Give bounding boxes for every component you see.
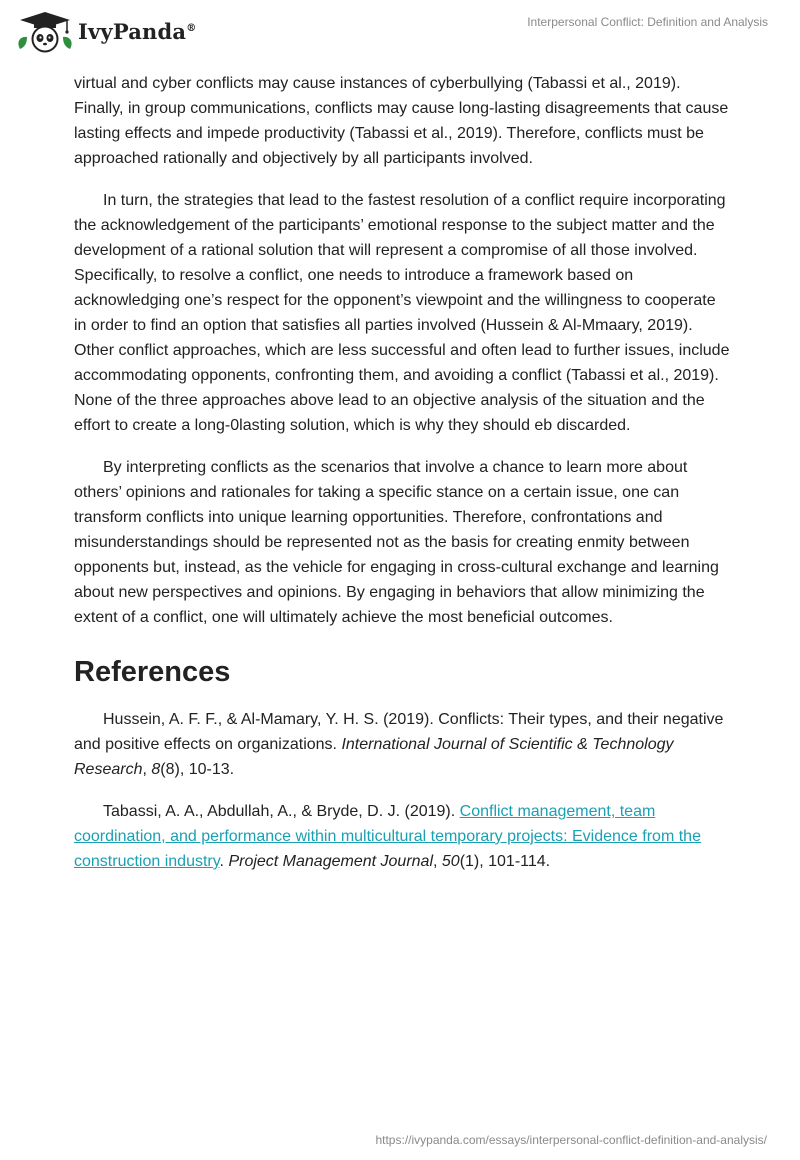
references-heading: References xyxy=(74,656,231,688)
body-paragraph: By interpreting conflicts as the scenarios that involve a chance to learn more about others’ opinions and rationales for taking a specific stance on a certain issue, one can transform conflicts into unique learning opportunities. Therefore, confrontations and misunderstandings should be represented not as the basis for creating enmity between opponents but, instead, as the vehicle for engaging in cross-cultural exchange and learning about new perspectives and opinions. By engaging in behaviors that allow minimizing the extent of a conflict, one will ultimately achieve the most beneficial outcomes. xyxy=(74,459,719,626)
reference-entry: Hussein, A. F. F., & Al-Mamary, Y. H. S. (2019). Conflicts: Their types, and their negative and positive effects on organizations. International Journal of Scientific & Technology Research, 8(8), 10-13. xyxy=(74,711,724,778)
page-header xyxy=(0,0,800,70)
essay-content xyxy=(74,71,730,891)
body-paragraph: In turn, the strategies that lead to the fastest resolution of a conflict require incorporating the acknowledgement of the participants’ emotional response to the subject matter and the development of a rational solution that will represent a compromise of all those involved. Specifically, to resolve a conflict, one needs to introduce a framework based on acknowledging one’s respect for the opponent’s viewpoint and the willingness to cooperate in order to find an option that satisfies all parties involved (Hussein & Al-Mmaary, 2019). Other conflict approaches, which are less successful and often lead to further issues, include accommodating opponents, confronting them, and avoiding a conflict (Tabassi et al., 2019). None of the three approaches above lead to an objective analysis of the situation and the effort to create a long-0lasting solution, which is why they should eb discarded. xyxy=(74,192,730,434)
reference-authors: Hussein, A. F. F., & Al-Mamary, Y. H. S. (2019). Conflicts: Their types, and their negative and positive effects on organizations. xyxy=(74,711,724,753)
reference-journal: Project Management Journal xyxy=(228,853,433,870)
panda-graduate-icon xyxy=(14,9,76,53)
brand-name: IvyPanda® xyxy=(78,18,197,44)
reference-volume: 50 xyxy=(441,853,460,870)
reference-issue-pages: (1), 101-114. xyxy=(459,853,551,870)
reference-journal: International Journal of Scientific & Technology Research xyxy=(74,736,674,778)
reference-authors: Tabassi, A. A., Abdullah, A., & Bryde, D. J. (2019). xyxy=(103,803,460,820)
body-paragraph: virtual and cyber conflicts may cause instances of cyberbullying (Tabassi et al., 2019). Finally, in group communications, conflicts may cause long-lasting disagreements that cause lasting effects and impede productivity (Tabassi et al., 2019). Therefore, conflicts must be approached rationally and objectively by all participants involved. xyxy=(74,75,729,167)
reference-issue-pages: (8), 10-13. xyxy=(160,761,235,778)
reference-entry: Tabassi, A. A., Abdullah, A., & Bryde, D. J. (2019). Conflict management, team coordination, and performance within multicultural temporary projects: Evidence from the construction industry. Project Management Journal, 50(1), 101-114. xyxy=(74,803,701,870)
reference-title-link[interactable]: Conflict management, team coordination, and performance within multicultural temporary projects: Evidence from the construction industry xyxy=(74,803,701,870)
brand-logo[interactable] xyxy=(14,9,196,53)
reference-volume: 8 xyxy=(151,761,161,778)
source-url: https://ivypanda.com/essays/interpersonal-conflict-definition-and-analysis/ xyxy=(375,1133,767,1147)
document-title: Interpersonal Conflict: Definition and Analysis xyxy=(527,15,768,29)
